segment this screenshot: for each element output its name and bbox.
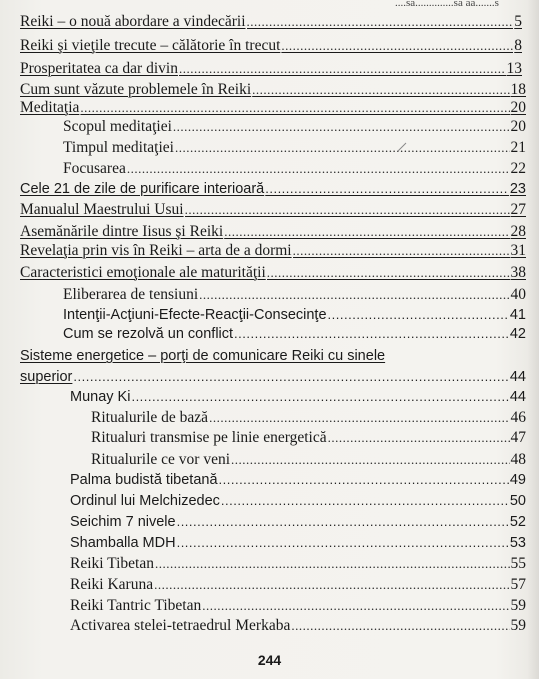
- toc-entry[interactable]: [20, 80, 526, 100]
- toc-entry-page: 8: [514, 37, 522, 54]
- toc-entry[interactable]: [20, 36, 522, 56]
- toc-entry-page: 23: [509, 181, 526, 197]
- toc-subentry[interactable]: [70, 616, 526, 636]
- toc-leader-dots: [202, 596, 509, 616]
- toc-entry-page: 44: [509, 389, 526, 405]
- toc-entry-page: 52: [509, 514, 526, 530]
- toc-entry-page: 47: [510, 429, 526, 446]
- toc-entry-title: Reiki – o nouă abordare a vindecării: [20, 13, 246, 30]
- toc-entry-page: 48: [510, 451, 526, 468]
- toc-leader-dots: [224, 222, 509, 242]
- toc-entry-page: 59: [510, 597, 526, 614]
- pencil-mark: [397, 142, 407, 152]
- toc-entry-title: Meditaţia: [20, 99, 80, 116]
- toc-entry-page: 42: [509, 326, 526, 342]
- toc-leader-dots: [175, 138, 510, 158]
- toc-entry-page: 46: [510, 409, 526, 426]
- toc-subentry[interactable]: [63, 117, 526, 137]
- toc-entry[interactable]: [20, 98, 526, 118]
- toc-entry[interactable]: [20, 179, 526, 199]
- toc-leader-dots: [234, 324, 509, 344]
- toc-entry-page: 57: [510, 576, 526, 593]
- toc-entry-title: Cum sunt văzute problemele în Reiki: [20, 81, 252, 98]
- toc-entry-page: 55: [510, 555, 526, 572]
- toc-entry-title: Focusarea: [63, 160, 126, 177]
- toc-leader-dots: [219, 470, 509, 490]
- toc-subentry[interactable]: [63, 305, 526, 325]
- toc-entry[interactable]: [20, 59, 522, 79]
- toc-leader-dots: [265, 179, 509, 199]
- toc-entry-page: 20: [510, 99, 526, 116]
- toc-entry-title: Eliberarea de tensiuni: [63, 286, 199, 303]
- toc-leader-dots: [73, 367, 508, 387]
- toc-entry-title: Palma budistă tibetană: [70, 472, 218, 488]
- toc-leader-dots: [221, 491, 509, 511]
- toc-subentry[interactable]: [70, 533, 526, 553]
- toc-subentry[interactable]: [70, 491, 526, 511]
- toc-entry-title: superior: [20, 369, 73, 385]
- toc-leader-dots: [80, 98, 509, 118]
- toc-subentry[interactable]: [70, 387, 526, 407]
- toc-entry[interactable]: [20, 346, 526, 366]
- toc-entry-page: 49: [509, 472, 526, 488]
- toc-entry-title: Prosperitatea ca dar divin: [20, 60, 178, 77]
- toc-entry[interactable]: [20, 241, 526, 261]
- toc-leader-dots: [131, 387, 508, 407]
- toc-subentry[interactable]: [63, 285, 526, 305]
- toc-leader-dots: [328, 305, 509, 325]
- toc-entry-page: 21: [510, 139, 526, 156]
- toc-leader-dots: [199, 285, 509, 305]
- toc-entry-title: Ritualurile de bază: [91, 409, 209, 426]
- toc-subentry[interactable]: [70, 596, 526, 616]
- toc-entry-title: Munay Ki: [70, 389, 131, 405]
- toc-entry-page: 18: [510, 81, 526, 98]
- toc-subentry[interactable]: [63, 159, 526, 179]
- toc-entry-title: Reiki şi vieţile trecute – călătorie în trecut: [20, 37, 281, 54]
- toc-leader-dots: [154, 575, 509, 595]
- toc-entry-title: Shamballa MDH: [70, 535, 176, 551]
- toc-leader-dots: [247, 12, 514, 32]
- toc-leader-dots: [293, 241, 510, 261]
- toc-entry-title: Asemănările dintre Iisus şi Reiki: [20, 223, 224, 240]
- toc-leader-dots: [209, 408, 509, 428]
- toc-entry-title: Caracteristici emoţionale ale maturităţii: [20, 264, 266, 281]
- toc-leader-dots: [179, 59, 506, 79]
- toc-entry[interactable]: [20, 222, 526, 242]
- toc-entry-title: Seichim 7 nivele: [70, 514, 176, 530]
- toc-entry-title: Reiki Tantric Tibetan: [70, 597, 202, 614]
- toc-entry-page: 13: [506, 60, 522, 77]
- toc-entry-page: 20: [510, 118, 526, 135]
- toc-entry-page: 22: [510, 160, 526, 177]
- toc-entry[interactable]: [20, 200, 526, 220]
- toc-entry-page: 28: [510, 223, 526, 240]
- toc-entry-page: 59: [510, 617, 526, 634]
- toc-entry-title: Reiki Tibetan: [70, 555, 154, 572]
- toc-entry-title: Cum se rezolvă un conflict: [63, 326, 234, 342]
- toc-entry-page: 27: [510, 201, 526, 218]
- toc-leader-dots: [127, 159, 510, 179]
- toc-subsubentry[interactable]: [91, 408, 526, 428]
- toc-subentry[interactable]: [63, 324, 526, 344]
- toc-entry[interactable]: [20, 263, 526, 283]
- toc-leader-dots: [252, 80, 509, 100]
- toc-entry-title: Revelaţia prin vis în Reiki – arta de a dormi: [20, 242, 292, 259]
- toc-entry-title: Ordinul lui Melchizedec: [70, 493, 220, 509]
- toc-subentry[interactable]: [70, 512, 526, 532]
- page-edge-shadow: [527, 0, 539, 679]
- page-number: 244: [257, 652, 282, 668]
- toc-subentry[interactable]: [70, 554, 526, 574]
- toc-entry-page: 31: [510, 242, 526, 259]
- toc-leader-dots: [177, 533, 509, 553]
- toc-entry-page: 38: [510, 264, 526, 281]
- toc-entry-title: Timpul meditaţiei: [63, 139, 174, 156]
- toc-subentry[interactable]: [63, 138, 526, 158]
- toc-subentry[interactable]: [70, 470, 526, 490]
- toc-entry-title: Cele 21 de zile de purificare interioară: [20, 181, 265, 197]
- toc-entry-continuation[interactable]: [20, 367, 526, 387]
- toc-entry-title: Ritualuri transmise pe linie energetică: [91, 429, 327, 446]
- toc-leader-dots: [185, 200, 510, 220]
- toc-entry-title: Ritualurile ce vor veni: [91, 451, 231, 468]
- toc-leader-dots: [267, 263, 510, 283]
- toc-leader-dots: [291, 616, 509, 636]
- toc-subsubentry[interactable]: [91, 450, 526, 470]
- toc-entry-page: 50: [509, 493, 526, 509]
- toc-entry-page: 53: [509, 535, 526, 551]
- toc-entry-title: Intenţii-Acţiuni-Efecte-Reacţii-Consecinţe: [63, 307, 327, 323]
- previous-page-fragment: ....sa..............sa aa.......s: [395, 0, 499, 9]
- toc-entry-title: Activarea stelei-tetraedrul Merkaba: [70, 617, 291, 634]
- toc-entry-page: 44: [509, 369, 526, 385]
- toc-entry-page: 5: [514, 13, 522, 30]
- toc-entry-page: 41: [509, 307, 526, 323]
- toc-entry-page: 40: [510, 286, 526, 303]
- toc-subsubentry[interactable]: [91, 428, 526, 448]
- toc-entry-title: Sisteme energetice – porţi de comunicare Reiki cu sinele: [20, 348, 386, 364]
- toc-entry[interactable]: [20, 12, 522, 32]
- toc-leader-dots: [281, 36, 513, 56]
- toc-leader-dots: [328, 428, 510, 448]
- toc-leader-dots: [177, 512, 509, 532]
- toc-leader-dots: [173, 117, 510, 137]
- toc-entry-title: Reiki Karuna: [70, 576, 154, 593]
- toc-entry-title: Manualul Maestrului Usui: [20, 201, 184, 218]
- toc-leader-dots: [155, 554, 510, 574]
- toc-subentry[interactable]: [70, 575, 526, 595]
- toc-entry-title: Scopul meditaţiei: [63, 118, 172, 135]
- toc-leader-dots: [231, 450, 509, 470]
